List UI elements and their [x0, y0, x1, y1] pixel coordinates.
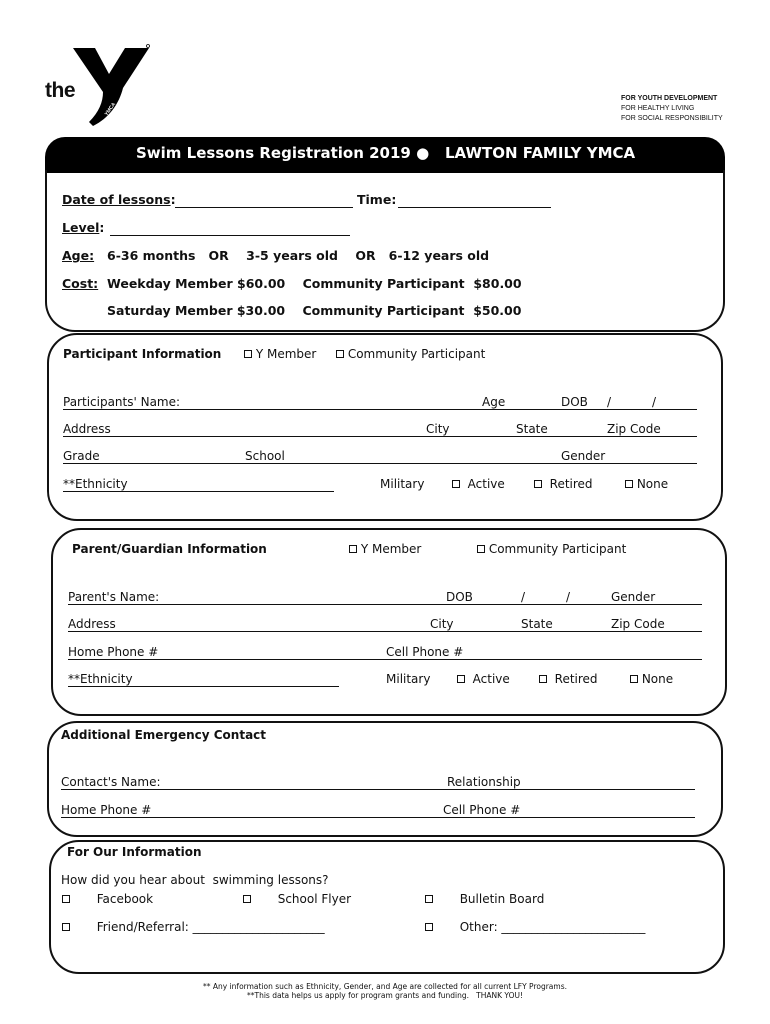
guardian-phone-field[interactable]	[68, 659, 702, 660]
logo-mark-text: YMCA	[103, 101, 118, 118]
participant-military-label: Military	[380, 477, 425, 491]
info-opt-bulletin[interactable]: Bulletin Board	[425, 892, 544, 906]
footer-line-2: **This data helps us apply for program grants and funding. THANK YOU!	[247, 991, 523, 1000]
guardian-home-phone-label: Home Phone #	[68, 645, 159, 659]
form-title: Swim Lessons Registration 2019 ●	[136, 144, 430, 162]
participant-grade-label: Grade	[63, 449, 100, 463]
emergency-name-field[interactable]	[61, 789, 695, 790]
checkbox-icon	[425, 923, 433, 931]
emergency-phone-field[interactable]	[61, 817, 695, 818]
time-label: Time:	[357, 192, 397, 207]
participant-address-field[interactable]	[63, 436, 697, 437]
participant-zip-label: Zip Code	[607, 422, 661, 436]
checkbox-icon	[625, 480, 633, 488]
guardian-ethnicity-field[interactable]	[68, 686, 339, 687]
guardian-state-label: State	[521, 617, 553, 631]
lesson-date-row: Date of lessons:	[62, 192, 176, 207]
guardian-heading: Parent/Guardian Information	[72, 542, 267, 556]
ymca-logo	[45, 42, 155, 127]
participant-state-label: State	[516, 422, 548, 436]
logo-word: the	[45, 79, 75, 102]
participant-name-field[interactable]	[63, 409, 697, 410]
guardian-military-label: Military	[386, 672, 431, 686]
guardian-city-label: City	[430, 617, 454, 631]
footer-note	[0, 982, 770, 1000]
guardian-gender-label: Gender	[611, 590, 656, 604]
participant-dob-slash-1: /	[607, 395, 612, 409]
participant-grade-field[interactable]	[63, 463, 697, 464]
tagline-line-1: FOR YOUTH DEVELOPMENT	[621, 95, 718, 102]
participant-active-option[interactable]: Active	[452, 477, 505, 491]
participant-opt-community[interactable]: Community Participant	[336, 347, 485, 361]
form-title-banner	[45, 137, 725, 173]
info-heading: For Our Information	[67, 845, 202, 859]
organization-name: LAWTON FAMILY YMCA	[445, 144, 636, 162]
participant-none-option[interactable]: None	[625, 477, 668, 491]
tagline-line-2: FOR HEALTHY LIVING	[621, 105, 695, 112]
guardian-name-label: Parent's Name:	[68, 590, 160, 604]
guardian-opt-member[interactable]: Y Member	[349, 542, 421, 556]
participant-ethnicity-field[interactable]	[63, 491, 334, 492]
participant-age-label: Age	[482, 395, 506, 409]
guardian-address-label: Address	[68, 617, 116, 631]
info-opt-referral[interactable]: Friend/Referral: ______________________	[62, 920, 325, 934]
footer-line-1: ** Any information such as Ethnicity, Gender, and Age are collected for all current LFY Programs.	[203, 982, 567, 991]
level-row: Level:	[62, 220, 105, 235]
checkbox-icon	[534, 480, 542, 488]
guardian-dob-slash-1: /	[521, 590, 526, 604]
participant-school-label: School	[245, 449, 285, 463]
checkbox-icon	[62, 923, 70, 931]
participant-name-label: Participants' Name:	[63, 395, 181, 409]
guardian-active-option[interactable]: Active	[457, 672, 510, 686]
cost-saturday: Saturday Member $30.00 Community Participant $50.00	[107, 303, 522, 318]
guardian-address-field[interactable]	[68, 631, 702, 632]
guardian-opt-community[interactable]: Community Participant	[477, 542, 626, 556]
participant-retired-option[interactable]: Retired	[534, 477, 593, 491]
level-field[interactable]	[110, 235, 350, 236]
emergency-name-label: Contact's Name:	[61, 775, 161, 789]
info-question: How did you hear about swimming lessons?	[61, 873, 329, 887]
checkbox-icon	[630, 675, 638, 683]
guardian-name-field[interactable]	[68, 604, 702, 605]
info-opt-other[interactable]: Other: ________________________	[425, 920, 645, 934]
info-opt-flyer[interactable]: School Flyer	[243, 892, 351, 906]
date-of-lessons-label: Date of lessons	[62, 192, 171, 207]
guardian-dob-slash-2: /	[566, 590, 571, 604]
participant-address-label: Address	[63, 422, 111, 436]
checkbox-icon	[425, 895, 433, 903]
participant-opt-member[interactable]: Y Member	[244, 347, 316, 361]
guardian-ethnicity-label: **Ethnicity	[68, 672, 133, 686]
participant-city-label: City	[426, 422, 450, 436]
date-of-lessons-field[interactable]	[175, 207, 353, 208]
emergency-cell-phone-label: Cell Phone #	[443, 803, 521, 817]
ymca-y-mark-icon	[73, 42, 153, 127]
participant-dob-label: DOB	[561, 395, 588, 409]
checkbox-icon	[452, 480, 460, 488]
guardian-dob-label: DOB	[446, 590, 473, 604]
info-section	[49, 840, 725, 974]
age-label: Age:	[62, 248, 95, 263]
checkbox-icon	[477, 545, 485, 553]
tagline	[621, 94, 723, 124]
tagline-line-3: FOR SOCIAL RESPONSIBILITY	[621, 115, 723, 122]
cost-weekday: Weekday Member $60.00 Community Participant $80.00	[107, 276, 522, 291]
guardian-cell-phone-label: Cell Phone #	[386, 645, 464, 659]
checkbox-icon	[244, 350, 252, 358]
checkbox-icon	[243, 895, 251, 903]
emergency-home-phone-label: Home Phone #	[61, 803, 152, 817]
checkbox-icon	[62, 895, 70, 903]
participant-heading: Participant Information	[63, 347, 222, 361]
guardian-zip-label: Zip Code	[611, 617, 665, 631]
checkbox-icon	[457, 675, 465, 683]
participant-dob-slash-2: /	[652, 395, 657, 409]
checkbox-icon	[539, 675, 547, 683]
cost-label: Cost:	[62, 276, 99, 291]
guardian-none-option[interactable]: None	[630, 672, 673, 686]
participant-gender-label: Gender	[561, 449, 606, 463]
age-options: 6-36 months OR 3-5 years old OR 6-12 years old	[107, 248, 490, 263]
participant-ethnicity-label: **Ethnicity	[63, 477, 128, 491]
time-field[interactable]	[398, 207, 551, 208]
info-opt-facebook[interactable]: Facebook	[62, 892, 153, 906]
guardian-retired-option[interactable]: Retired	[539, 672, 598, 686]
level-label: Level	[62, 220, 100, 235]
emergency-relationship-label: Relationship	[447, 775, 521, 789]
checkbox-icon	[336, 350, 344, 358]
emergency-heading: Additional Emergency Contact	[61, 728, 267, 742]
checkbox-icon	[349, 545, 357, 553]
